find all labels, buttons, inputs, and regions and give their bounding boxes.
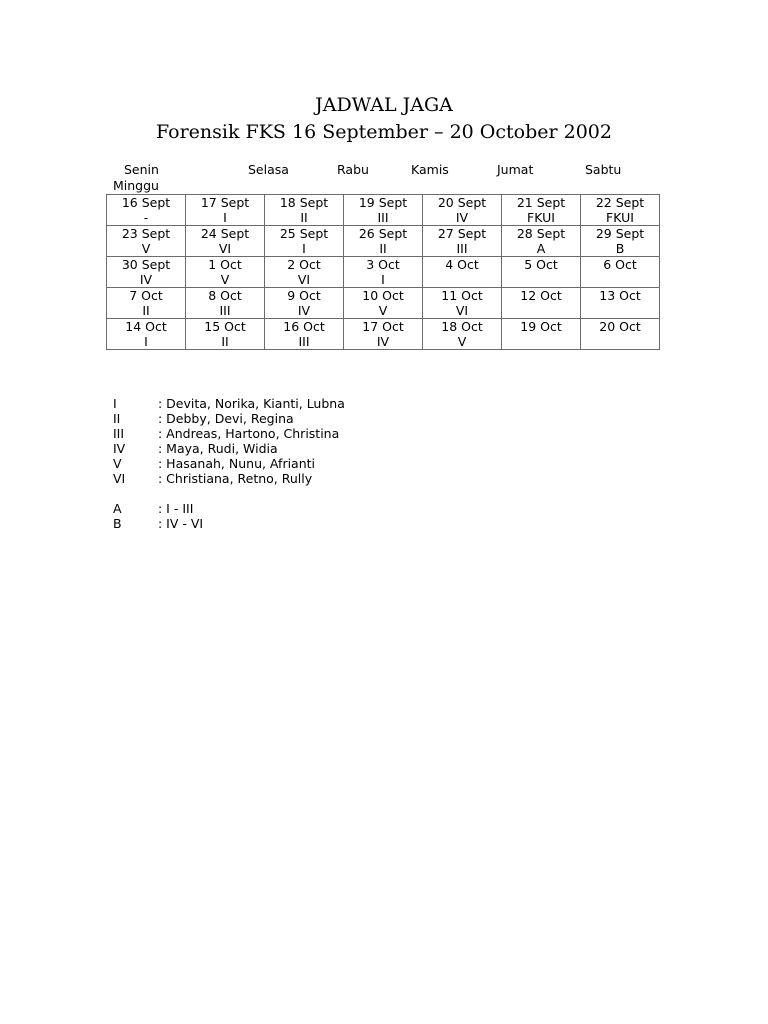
schedule-table [106,194,660,350]
cell-group-code: VI [218,241,232,256]
legend-item [113,456,345,471]
cell-group-code: IV [455,210,469,225]
schedule-cell [186,319,265,350]
cell-date: 18 Sept [279,195,329,210]
schedule-cell [107,257,186,288]
cell-date: 3 Oct [366,257,400,272]
schedule-cell [186,257,265,288]
schedule-cell [344,195,423,226]
schedule-cell [423,257,502,288]
day-header-selasa: Selasa [248,162,289,177]
cell-date: 25 Sept [279,226,329,241]
cell-date: 30 Sept [121,257,171,272]
cell-date: 24 Sept [200,226,250,241]
cell-group-code: V [457,334,467,349]
schedule-cell [344,257,423,288]
schedule-cell [581,226,660,257]
day-header-row [106,162,666,196]
legend-members: : Hasanah, Nunu, Afrianti [158,456,316,471]
cell-date: 2 Oct [287,257,321,272]
cell-date: 17 Sept [200,195,250,210]
day-header-kamis: Kamis [411,162,449,177]
cell-date: 20 Oct [599,319,641,334]
cell-date: 5 Oct [524,257,558,272]
group-legend [113,396,345,531]
legend-members: : Christiana, Retno, Rully [158,471,313,486]
cell-group-code: III [456,241,468,256]
legend-members: : I - III [158,501,194,516]
cell-date: 6 Oct [603,257,637,272]
cell-date: 20 Sept [437,195,487,210]
cell-group-code: III [219,303,231,318]
cell-group-code: A [536,241,546,256]
legend-members: : Andreas, Hartono, Christina [158,426,340,441]
legend-members: : Devita, Norika, Kianti, Lubna [158,396,345,411]
cell-group-code: I [302,241,306,256]
cell-date: 12 Oct [520,288,562,303]
schedule-cell [502,257,581,288]
legend-item [113,501,345,516]
cell-group-code: - [143,210,149,225]
schedule-cell [502,195,581,226]
cell-group-code: V [378,303,388,318]
legend-members: : IV - VI [158,516,204,531]
cell-date: 26 Sept [358,226,408,241]
document-subtitle: Forensik FKS 16 September – 20 October 2002 [156,121,612,143]
schedule-cell [107,195,186,226]
schedule-cell [186,195,265,226]
day-header-jumat: Jumat [497,162,534,177]
legend-item [113,516,345,531]
cell-date: 4 Oct [445,257,479,272]
legend-key: B [113,516,122,531]
legend-item [113,441,345,456]
schedule-row [107,195,660,226]
day-header-minggu: Minggu [113,178,159,193]
cell-date: 21 Sept [516,195,566,210]
legend-members: : Maya, Rudi, Widia [158,441,278,456]
schedule-cell [423,319,502,350]
cell-group-code: VI [455,303,469,318]
cell-group-code: FKUI [527,210,555,225]
cell-date: 7 Oct [129,288,163,303]
cell-group-code: IV [139,272,153,287]
cell-date: 23 Sept [121,226,171,241]
day-header-sabtu: Sabtu [585,162,622,177]
schedule-row [107,226,660,257]
cell-group-code: VI [297,272,311,287]
document-title: JADWAL JAGA [315,94,453,116]
schedule-cell [344,226,423,257]
schedule-cell [423,195,502,226]
cell-group-code: I [381,272,385,287]
schedule-cell [265,288,344,319]
schedule-cell [344,319,423,350]
schedule-cell [502,226,581,257]
schedule-cell [107,226,186,257]
schedule-cell [423,226,502,257]
schedule-cell [265,195,344,226]
cell-group-code: II [221,334,229,349]
cell-date: 9 Oct [287,288,321,303]
schedule-cell [265,257,344,288]
cell-date: 28 Sept [516,226,566,241]
cell-date: 11 Oct [441,288,483,303]
schedule-cell [186,226,265,257]
cell-date: 13 Oct [599,288,641,303]
schedule-cell [265,226,344,257]
schedule-cell [581,288,660,319]
schedule-cell [344,288,423,319]
cell-group-code: II [300,210,308,225]
legend-key: II [113,411,121,426]
cell-date: 16 Sept [121,195,171,210]
cell-group-code: I [223,210,227,225]
schedule-cell [423,288,502,319]
legend-item [113,471,345,486]
cell-date: 15 Oct [204,319,246,334]
cell-group-code: II [142,303,150,318]
cell-date: 27 Sept [437,226,487,241]
schedule-row [107,257,660,288]
schedule-cell [186,288,265,319]
schedule-cell [107,288,186,319]
schedule-cell [581,257,660,288]
day-header-senin: Senin [124,162,159,177]
schedule-cell [265,319,344,350]
cell-group-code: II [379,241,387,256]
cell-group-code: I [144,334,148,349]
schedule-cell [581,195,660,226]
legend-item [113,396,345,411]
day-header-rabu: Rabu [337,162,369,177]
cell-date: 10 Oct [362,288,404,303]
legend-item [113,411,345,426]
legend-item [113,426,345,441]
cell-date: 18 Oct [441,319,483,334]
cell-group-code: III [377,210,389,225]
cell-group-code: V [141,241,151,256]
cell-date: 16 Oct [283,319,325,334]
legend-key: III [113,426,125,441]
document-header [0,92,768,146]
schedule-cell [502,319,581,350]
cell-date: 17 Oct [362,319,404,334]
legend-members: : Debby, Devi, Regina [158,411,294,426]
schedule-row [107,288,660,319]
cell-group-code: V [220,272,230,287]
cell-group-code: B [615,241,625,256]
cell-group-code: III [298,334,310,349]
cell-date: 19 Oct [520,319,562,334]
schedule-row [107,319,660,350]
cell-date: 22 Sept [595,195,645,210]
cell-date: 14 Oct [125,319,167,334]
cell-group-code: FKUI [606,210,634,225]
cell-group-code: IV [297,303,311,318]
cell-date: 1 Oct [208,257,242,272]
cell-date: 29 Sept [595,226,645,241]
schedule-cell [107,319,186,350]
legend-key: V [113,456,122,471]
legend-key: VI [113,471,126,486]
cell-date: 8 Oct [208,288,242,303]
cell-group-code: IV [376,334,390,349]
legend-key: IV [113,441,126,456]
legend-key: A [113,501,122,516]
cell-date: 19 Sept [358,195,408,210]
schedule-cell [581,319,660,350]
schedule-cell [502,288,581,319]
legend-key: I [113,396,117,411]
